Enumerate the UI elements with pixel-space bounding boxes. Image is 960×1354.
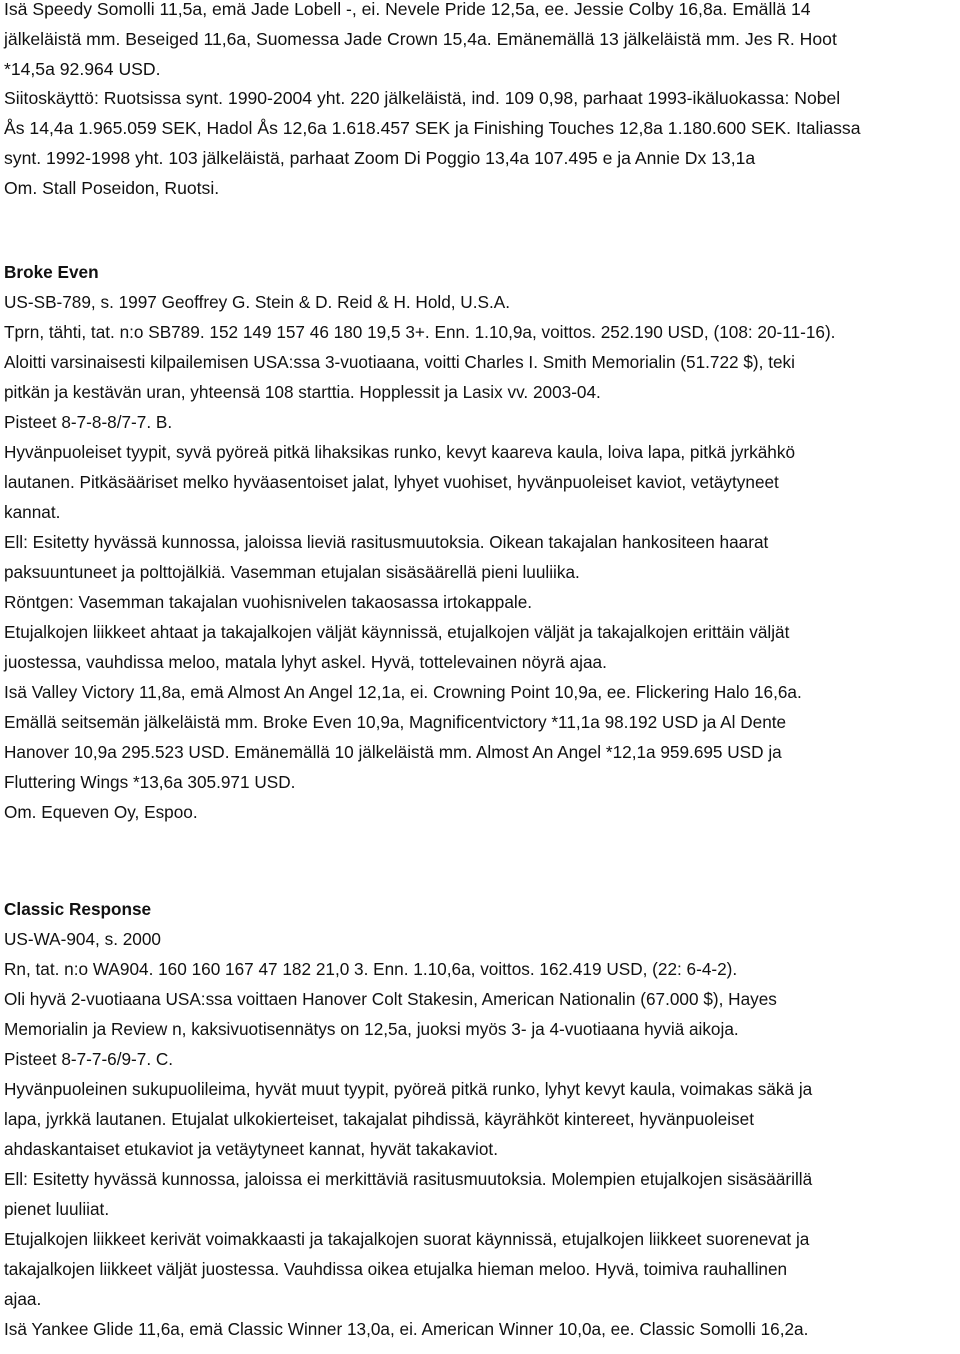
- text-line: Pisteet 8-7-8-8/7-7. B.: [4, 412, 173, 432]
- text-line: juostessa, vauhdissa meloo, matala lyhyt askel. Hyvä, tottelevainen nöyrä ajaa.: [4, 652, 607, 672]
- text-line: Isä Speedy Somolli 11,5a, emä Jade Lobell -, ei. Nevele Pride 12,5a, ee. Jessie Colby 16,8a. Emällä 14: [4, 0, 811, 19]
- text-line: US-WA-904, s. 2000: [4, 929, 161, 949]
- text-line: kannat.: [4, 502, 61, 522]
- text-line: Etujalkojen liikkeet ahtaat ja takajalkojen väljät käynnissä, etujalkojen väljät ja takajalkojen erittäin väljät: [4, 622, 790, 642]
- text-line: Siitoskäyttö: Ruotsissa synt. 1990-2004 yht. 220 jälkeläistä, ind. 109 0,98, parhaat 1993-ikäluokassa: Nobel: [4, 88, 841, 109]
- text-line: Ell: Esitetty hyvässä kunnossa, jaloissa ei merkittäviä rasitusmuutoksia. Molempien etujalkojen sisäsäärillä: [4, 1169, 813, 1189]
- text-line: Memorialin ja Review n, kaksivuotisennätys on 12,5a, juoksi myös 3- ja 4-vuotiaana hyviä aikoja.: [4, 1019, 739, 1039]
- text-line: Hyvänpuoleinen sukupuolileima, hyvät muut tyypit, pyöreä pitkä runko, lyhyt kevyt kaula, voimakas säkä ja: [4, 1079, 813, 1099]
- text-line: pitkän ja kestävän uran, yhteensä 108 starttia. Hopplessit ja Lasix vv. 2003-04.: [4, 382, 601, 402]
- text-line: Aloitti varsinaisesti kilpailemisen USA:ssa 3-vuotiaana, voitti Charles I. Smith Memorialin (51.722 $), teki: [4, 352, 795, 372]
- text-line: ajaa.: [4, 1289, 42, 1309]
- text-line: Etujalkojen liikkeet kerivät voimakkaasti ja takajalkojen suorat käynnissä, etujalkojen liikkeet suorenevat ja: [4, 1229, 810, 1249]
- text-line: US-SB-789, s. 1997 Geoffrey G. Stein & D. Reid & H. Hold, U.S.A.: [4, 292, 510, 312]
- horse-name-heading: Classic Response: [4, 899, 152, 919]
- text-line: jälkeläistä mm. Beseiged 11,6a, Suomessa Jade Crown 15,4a. Emänemällä 13 jälkeläistä mm. Jes R. Hoot: [4, 28, 837, 49]
- text-line: Tprn, tähti, tat. n:o SB789. 152 149 157 46 180 19,5 3+. Enn. 1.10,9a, voittos. 252.190 USD, (108: 20-11-16).: [4, 322, 836, 342]
- text-line: Om. Equeven Oy, Espoo.: [4, 802, 198, 822]
- text-line: Röntgen: Vasemman takajalan vuohisnivelen takaosassa irtokappale.: [4, 592, 533, 612]
- text-line: takajalkojen liikkeet väljät juostessa. Vauhdissa oikea etujalka hieman meloo. Hyvä, toimiva rauhallinen: [4, 1259, 788, 1279]
- text-line: Emällä seitsemän jälkeläistä mm. Broke Even 10,9a, Magnificentvictory *11,1a 98.192 USD ja Al Dente: [4, 712, 787, 732]
- text-line: Ås 14,4a 1.965.059 SEK, Hadol Ås 12,6a 1.618.457 SEK ja Finishing Touches 12,8a 1.180.600 SEK. Italiassa: [4, 118, 861, 139]
- text-line: Isä Yankee Glide 11,6a, emä Classic Winner 13,0a, ei. American Winner 10,0a, ee. Classic Somolli 16,2a.: [4, 1319, 809, 1339]
- horse-entry-broke-even: [4, 257, 835, 827]
- text-line: Isä Valley Victory 11,8a, emä Almost An Angel 12,1a, ei. Crowning Point 10,9a, ee. Flickering Halo 16,6a.: [4, 682, 802, 702]
- text-line: *14,5a 92.964 USD.: [4, 58, 161, 79]
- text-line: Om. Stall Poseidon, Ruotsi.: [4, 177, 220, 198]
- text-line: Hyvänpuoleiset tyypit, syvä pyöreä pitkä lihaksikas runko, kevyt kaareva kaula, loiva lapa, pitkä jyrkähkö: [4, 442, 796, 462]
- horse-name-heading: Broke Even: [4, 262, 99, 282]
- horse-entry-classic-response: [4, 894, 812, 1344]
- text-line: lapa, jyrkkä lautanen. Etujalat ulkokierteiset, takajalat pihdissä, käyrähköt kintereet, hyvänpuoleiset: [4, 1109, 754, 1129]
- text-line: Oli hyvä 2-vuotiaana USA:ssa voittaen Hanover Colt Stakesin, American Nationalin (67.000 $), Hayes: [4, 989, 777, 1009]
- text-line: Fluttering Wings *13,6a 305.971 USD.: [4, 772, 296, 792]
- text-line: Rn, tat. n:o WA904. 160 160 167 47 182 21,0 3. Enn. 1.10,6a, voittos. 162.419 USD, (22: 6-4-2).: [4, 959, 738, 979]
- previous-horse-continuation: [4, 0, 861, 204]
- text-line: Hanover 10,9a 295.523 USD. Emänemällä 10 jälkeläistä mm. Almost An Angel *12,1a 959.695 USD ja: [4, 742, 782, 762]
- text-line: Pisteet 8-7-7-6/9-7. C.: [4, 1049, 174, 1069]
- text-line: Ell: Esitetty hyvässä kunnossa, jaloissa lieviä rasitusmuutoksia. Oikean takajalan hankositeen haarat: [4, 532, 769, 552]
- text-line: pienet luuliiat.: [4, 1199, 110, 1219]
- text-line: ahdaskantaiset etukaviot ja vetäytyneet kannat, hyvät takakaviot.: [4, 1139, 498, 1159]
- text-line: paksuuntuneet ja polttojälkiä. Vasemman etujalan sisäsäärellä pieni luuliika.: [4, 562, 580, 582]
- text-line: synt. 1992-1998 yht. 103 jälkeläistä, parhaat Zoom Di Poggio 13,4a 107.495 e ja Annie Dx 13,1a: [4, 147, 756, 168]
- text-line: lautanen. Pitkäsääriset melko hyväasentoiset jalat, lyhyet vuohiset, hyvänpuoleiset kaviot, vetäytyneet: [4, 472, 779, 492]
